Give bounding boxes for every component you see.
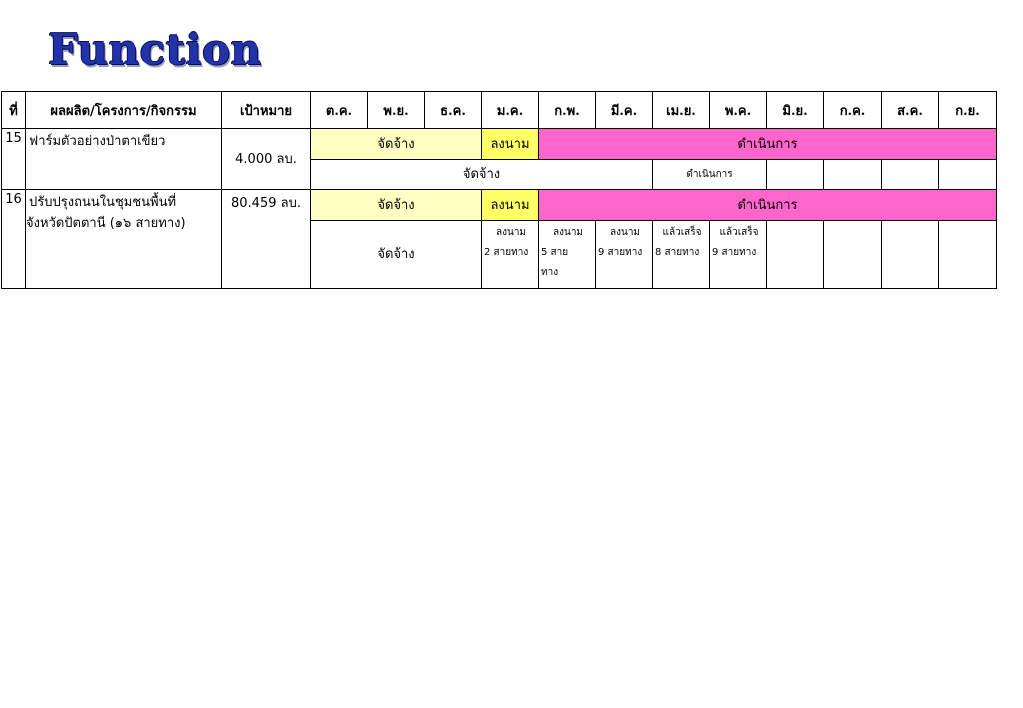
plan-operate-bar: ดำเนินการ [539,190,997,221]
actual-hire: จัดจ้าง [311,160,653,190]
project-schedule-table [1,91,997,289]
header-month: ก.ค. [824,92,882,129]
empty-cell [939,160,997,190]
empty-cell [939,221,997,289]
target-value: 80.459 ลบ. [222,190,311,289]
empty-cell [824,221,882,289]
header-month: ต.ค. [311,92,368,129]
header-project: ผลผลิต/โครงการ/กิจกรรม [26,92,222,129]
project-name: ฟาร์มตัวอย่างป่าตาเขียว [26,129,222,190]
header-month: ก.พ. [539,92,596,129]
progress-note [596,221,653,289]
note-line: 5 สาย [541,247,569,258]
plan-sign-bar: ลงนาม [482,129,539,160]
empty-cell [882,221,939,289]
empty-cell [767,221,824,289]
actual-hire: จัดจ้าง [311,221,482,289]
header-month: ธ.ค. [425,92,482,129]
empty-cell [882,160,939,190]
progress-note [653,221,710,289]
header-month: พ.ค. [710,92,767,129]
note-line: 8 สายทาง [655,247,700,258]
note-line: แล้วเสร็จ [719,227,759,238]
progress-note [482,221,539,289]
note-line: ทาง [541,267,559,278]
header-month: ส.ค. [882,92,939,129]
header-target: เป้าหมาย [222,92,311,129]
note-line: ลงนาม [552,227,584,238]
note-line: 2 สายทาง [484,247,529,258]
project-name-line: จังหวัดปัตตานี (๑๖ สายทาง) [26,216,186,231]
header-month: ม.ค. [482,92,539,129]
table-row [2,129,997,160]
note-line: 9 สายทาง [598,247,643,258]
plan-hire-bar: จัดจ้าง [311,190,482,221]
header-month: มิ.ย. [767,92,824,129]
actual-operate: ดำเนินการ [653,160,767,190]
note-line: ลงนาม [495,227,527,238]
plan-sign-bar: ลงนาม [482,190,539,221]
row-number: 16 [2,190,26,289]
header-no: ที่ [2,92,26,129]
note-line: ลงนาม [609,227,641,238]
header-month: มี.ค. [596,92,653,129]
row-number: 15 [2,129,26,190]
table-row [2,190,997,221]
header-month: ก.ย. [939,92,997,129]
page-title: Function [48,25,262,74]
header-month: พ.ย. [368,92,425,129]
project-name-line: ปรับปรุงถนนในชุมชนพื้นที่ [29,195,177,210]
empty-cell [824,160,882,190]
progress-note [710,221,767,289]
project-name [26,190,222,289]
progress-note [539,221,596,289]
header-month: เม.ย. [653,92,710,129]
note-line: 9 สายทาง [712,247,757,258]
plan-operate-bar: ดำเนินการ [539,129,997,160]
note-line: แล้วเสร็จ [662,227,702,238]
target-value: 4.000 ลบ. [222,129,311,190]
empty-cell [767,160,824,190]
plan-hire-bar: จัดจ้าง [311,129,482,160]
table-header-row [2,92,997,129]
